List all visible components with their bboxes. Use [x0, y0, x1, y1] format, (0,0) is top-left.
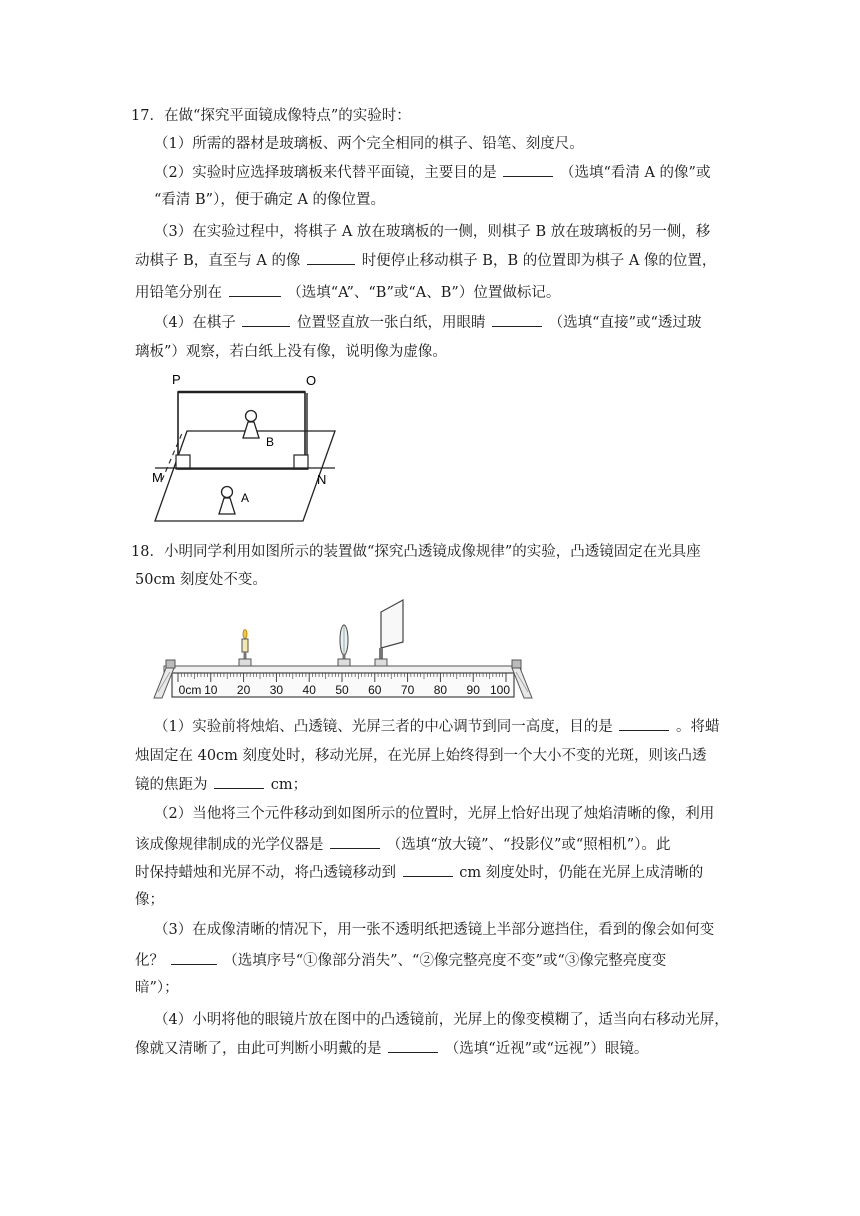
ruler-label: 70	[400, 683, 415, 697]
q17-p2-text-a: （2）实验时应选择玻璃板来代替平面镜，主要目的是	[154, 165, 497, 181]
answer-blank[interactable]	[388, 1038, 438, 1053]
q17-p3-text-b2: 时便停止移动棋子 B，B 的位置即为棋子 A 像的位置，	[361, 253, 717, 269]
q17-part3-line3	[135, 282, 560, 303]
q18-title-line2: 50cm 刻度处不变。	[135, 572, 267, 588]
label-o: O	[306, 373, 317, 388]
ruler-label: 80	[433, 683, 448, 697]
q18-part3-line3: 暗”）；	[135, 980, 179, 996]
q17-p4-text-a3: （选填“直接”或“透过玻	[548, 315, 702, 331]
q18-p3-text-b1: 化？	[135, 953, 164, 969]
answer-blank[interactable]	[403, 862, 453, 877]
q17-p3-text-c1: 用铅笔分别在	[135, 285, 222, 301]
light-screen	[375, 600, 403, 666]
q18-part2-line2	[135, 834, 670, 855]
q18-part1-line3	[135, 774, 307, 795]
q17-p4-text-a1: （4）在棋子	[154, 315, 236, 331]
q17-part3-line1: （3）在实验过程中，将棋子 A 放在玻璃板的一侧，则棋子 B 放在玻璃板的另一侧，移	[154, 224, 711, 240]
q17-part3-line2	[135, 250, 716, 271]
base-plane	[155, 431, 335, 521]
q18-p2-text-c1: 时保持蜡烛和光屏不动，将凸透镜移动到	[135, 865, 396, 881]
optical-bench-diagram	[148, 598, 548, 708]
ruler-label: 20	[236, 683, 251, 697]
answer-blank[interactable]	[171, 950, 217, 965]
q18-part3-line1: （3）在成像清晰的情况下，用一张不透明纸把透镜上半部分遮挡住，看到的像会如何变	[154, 922, 715, 938]
answer-blank[interactable]	[492, 312, 542, 327]
answer-blank[interactable]	[307, 250, 355, 265]
q18-p2-text-b1: 该成像规律制成的光学仪器是	[135, 837, 324, 853]
bench-leg-right	[512, 660, 532, 698]
candle	[239, 630, 251, 667]
label-p: P	[172, 372, 181, 387]
q18-part4-line1: （4）小明将他的眼镜片放在图中的凸透镜前，光屏上的像变模糊了，适当向右移动光屏，	[154, 1012, 729, 1028]
bench-rail	[164, 666, 521, 673]
q18-p3-text-b2: （选填序号“①像部分消失”、“②像完整亮度不变”或“③像完整亮度变	[223, 953, 667, 969]
plane-mirror-diagram	[145, 368, 345, 528]
q17-part2-line1	[154, 162, 710, 183]
ruler-label: 40	[302, 683, 316, 697]
q18-p4-text-b2: （选填“近视”或“远视”）眼镜。	[444, 1041, 649, 1057]
ruler-label: 60	[368, 683, 382, 697]
q18-part2-line3	[135, 862, 703, 883]
ruler-label: 90	[466, 683, 480, 697]
q17-p3-text-b1: 动棋子 B，直至与 A 的像	[135, 253, 301, 269]
label-n: N	[317, 472, 327, 487]
answer-blank[interactable]	[619, 716, 669, 731]
convex-lens	[338, 624, 350, 666]
ruler-label: 10	[204, 683, 218, 697]
answer-blank[interactable]	[503, 162, 553, 177]
label-b: B	[266, 435, 275, 449]
q18-p1-text-a1: （1）实验前将烛焰、凸透镜、光屏三者的中心调节到同一高度，目的是	[154, 719, 613, 735]
q18-p1-text-c1: 镜的焦距为	[135, 777, 208, 793]
ruler-label: 100	[489, 683, 511, 697]
q18-part1-line2: 烛固定在 40cm 刻度处时，移动光屏，在光屏上始终得到一个大小不变的光斑，则该凸透	[135, 748, 707, 764]
q17-p3-text-c2: （选填“A”、“B”或“A、B”）位置做标记。	[287, 285, 561, 301]
q17-part4-line1	[154, 312, 701, 333]
answer-blank[interactable]	[242, 312, 290, 327]
q17-title: 17．在做“探究平面镜成像特点”的实验时：	[131, 108, 411, 124]
q18-part2-line4: 像；	[135, 892, 164, 908]
ruler-label: 30	[269, 683, 284, 697]
label-a: A	[241, 491, 250, 505]
q17-p2-text-b: （选填“看清 A 的像”或	[559, 165, 711, 181]
q18-part4-line2	[135, 1038, 648, 1059]
q18-part3-line2	[135, 950, 666, 971]
q17-p4-text-a2: 位置竖直放一张白纸，用眼睛	[296, 315, 486, 331]
q18-p1-text-c2: cm；	[270, 777, 308, 793]
q18-title-line1: 18．小明同学利用如图所示的装置做“探究凸透镜成像规律”的实验，凸透镜固定在光具座	[131, 544, 701, 560]
answer-blank[interactable]	[330, 834, 380, 849]
answer-blank[interactable]	[214, 774, 264, 789]
support-block-right	[294, 455, 308, 469]
q17-part1: （1）所需的器材是玻璃板、两个完全相同的棋子、铅笔、刻度尺。	[154, 136, 584, 152]
q18-p4-text-b1: 像就又清晰了，由此可判断小明戴的是	[135, 1041, 382, 1057]
q17-part2-line2: “看清 B”），便于确定 A 的像位置。	[154, 192, 386, 208]
chess-piece-b	[243, 411, 259, 439]
answer-blank[interactable]	[229, 282, 281, 297]
q18-p2-text-c2: cm 刻度处时，仍能在光屏上成清晰的	[459, 865, 704, 881]
chess-piece-a	[219, 487, 235, 515]
q18-part2-line1: （2）当他将三个元件移动到如图所示的位置时，光屏上恰好出现了烛焰清晰的像，利用	[154, 806, 715, 822]
ruler-label: 0cm	[178, 683, 202, 697]
q18-part1-line1	[154, 716, 719, 737]
label-m: M	[152, 470, 163, 485]
q17-part4-line2: 璃板”）观察，若白纸上没有像，说明像为虚像。	[135, 344, 447, 360]
ruler-label: 50	[335, 683, 349, 697]
q18-p2-text-b2: （选填“放大镜”、“投影仪”或“照相机”）。此	[386, 837, 671, 853]
q18-p1-text-a2: 。将蜡	[675, 719, 720, 735]
support-block-left	[176, 455, 190, 469]
